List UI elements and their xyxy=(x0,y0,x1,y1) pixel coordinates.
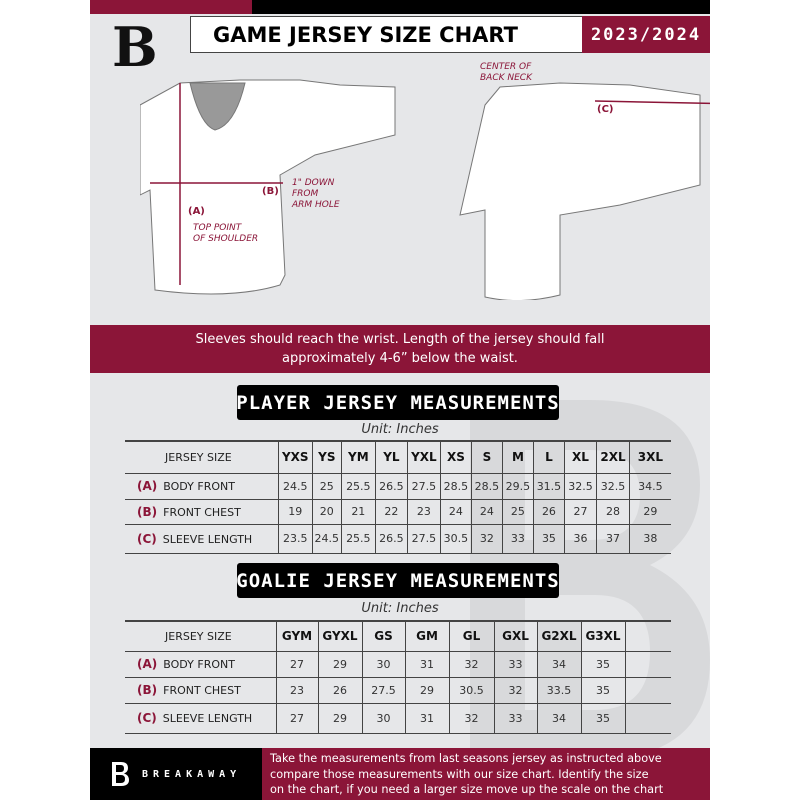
size-header: YXL xyxy=(408,441,441,473)
table-cell: 32 xyxy=(494,677,537,703)
player-size-table xyxy=(125,440,671,554)
table-cell: 24.5 xyxy=(279,473,313,499)
measurement-label: (A) BODY FRONT xyxy=(125,473,279,499)
table-cell: 38 xyxy=(629,524,671,553)
size-header: GYXL xyxy=(318,621,362,651)
table-cell: 31 xyxy=(405,651,449,677)
table-cell: 33 xyxy=(494,651,537,677)
table-cell: 26.5 xyxy=(375,524,408,553)
table-cell: 30 xyxy=(362,651,405,677)
goalie-unit: Unit: Inches xyxy=(361,601,439,616)
measurement-label: (B) FRONT CHEST xyxy=(125,499,279,524)
size-header: XL xyxy=(564,441,597,473)
table-cell xyxy=(625,703,671,733)
table-cell: 35 xyxy=(581,677,625,703)
table-cell xyxy=(625,677,671,703)
table-cell: 20 xyxy=(312,499,341,524)
measurement-label: (B) FRONT CHEST xyxy=(125,677,276,703)
table-cell: 34 xyxy=(537,703,581,733)
size-header: M xyxy=(502,441,534,473)
table-cell: 28.5 xyxy=(440,473,472,499)
footer-brand xyxy=(90,748,262,800)
table-cell: 35 xyxy=(581,651,625,677)
size-header: YXS xyxy=(279,441,313,473)
table-cell: 27 xyxy=(276,703,318,733)
table-cell: 21 xyxy=(342,499,376,524)
table-cell: 33 xyxy=(502,524,534,553)
marker-a: (A) xyxy=(188,206,205,217)
goalie-section-title: GOALIE JERSEY MEASUREMENTS xyxy=(237,563,559,598)
marker-b: (B) xyxy=(262,186,279,197)
table-row xyxy=(125,651,671,677)
top-bar-accent xyxy=(90,0,252,14)
table-cell: 32 xyxy=(449,651,494,677)
size-header: GS xyxy=(362,621,405,651)
table-cell: 19 xyxy=(279,499,313,524)
back-jersey xyxy=(460,83,700,300)
table-row xyxy=(125,473,671,499)
size-header: GM xyxy=(405,621,449,651)
size-header xyxy=(625,621,671,651)
table-cell: 34.5 xyxy=(629,473,671,499)
table-cell: 32.5 xyxy=(564,473,597,499)
table-cell: 31 xyxy=(405,703,449,733)
table-cell: 25.5 xyxy=(342,524,376,553)
table-row xyxy=(125,677,671,703)
table-cell: 23 xyxy=(408,499,441,524)
size-header: GYM xyxy=(276,621,318,651)
table-cell: 22 xyxy=(375,499,408,524)
player-section-title: PLAYER JERSEY MEASUREMENTS xyxy=(237,385,559,420)
size-header: YL xyxy=(375,441,408,473)
size-header: YS xyxy=(312,441,341,473)
size-header: YM xyxy=(342,441,376,473)
table-cell: 29 xyxy=(318,703,362,733)
marker-c: (C) xyxy=(597,104,614,115)
measurement-label: (C) SLEEVE LENGTH xyxy=(125,524,279,553)
table-cell: 32 xyxy=(472,524,503,553)
top-bar-dark xyxy=(252,0,710,14)
table-cell: 23 xyxy=(276,677,318,703)
table-cell: 25 xyxy=(312,473,341,499)
size-header: S xyxy=(472,441,503,473)
table-cell: 28 xyxy=(597,499,630,524)
table-cell: 29 xyxy=(318,651,362,677)
brand-name: BREAKAWAY xyxy=(142,768,242,780)
table-row xyxy=(125,524,671,553)
table-cell: 24 xyxy=(472,499,503,524)
table-cell: 29 xyxy=(405,677,449,703)
size-chart-page xyxy=(90,0,710,800)
table-cell: 24.5 xyxy=(312,524,341,553)
size-label: JERSEY SIZE xyxy=(125,441,279,473)
size-header: L xyxy=(534,441,565,473)
table-header-row xyxy=(125,441,671,473)
shoulder-note: TOP POINT OF SHOULDER xyxy=(193,223,259,244)
size-label: JERSEY SIZE xyxy=(125,621,276,651)
size-header: 3XL xyxy=(629,441,671,473)
table-cell: 35 xyxy=(534,524,565,553)
table-cell: 36 xyxy=(564,524,597,553)
table-cell: 30.5 xyxy=(440,524,472,553)
footer-logo-icon xyxy=(110,761,130,787)
table-cell: 35 xyxy=(581,703,625,733)
table-cell: 25 xyxy=(502,499,534,524)
page-title: GAME JERSEY SIZE CHART xyxy=(190,16,583,53)
table-cell: 27.5 xyxy=(408,473,441,499)
table-cell: 31.5 xyxy=(534,473,565,499)
size-header: GL xyxy=(449,621,494,651)
center-back-neck-label: CENTER OF BACK NECK xyxy=(480,62,532,83)
fit-notice: Sleeves should reach the wrist. Length of the jersey should fall approximately 4-6” below the waist. xyxy=(90,325,710,373)
goalie-size-table xyxy=(125,620,671,734)
table-cell: 33 xyxy=(494,703,537,733)
jersey-diagram xyxy=(140,75,710,300)
table-cell: 29.5 xyxy=(502,473,534,499)
size-header: G2XL xyxy=(537,621,581,651)
brand-logo: B xyxy=(112,15,158,79)
table-cell: 27.5 xyxy=(408,524,441,553)
table-cell: 34 xyxy=(537,651,581,677)
season-badge: 2023/2024 xyxy=(582,16,710,53)
size-header: XS xyxy=(440,441,472,473)
table-cell: 27 xyxy=(564,499,597,524)
table-cell: 25.5 xyxy=(342,473,376,499)
arm-hole-note: 1" DOWN FROM ARM HOLE xyxy=(292,178,340,210)
table-cell xyxy=(625,651,671,677)
measurement-label: (A) BODY FRONT xyxy=(125,651,276,677)
table-cell: 26.5 xyxy=(375,473,408,499)
table-cell: 23.5 xyxy=(279,524,313,553)
size-header: G3XL xyxy=(581,621,625,651)
table-cell: 28.5 xyxy=(472,473,503,499)
measurement-label: (C) SLEEVE LENGTH xyxy=(125,703,276,733)
table-header-row xyxy=(125,621,671,651)
table-cell: 30 xyxy=(362,703,405,733)
table-cell: 29 xyxy=(629,499,671,524)
table-cell: 26 xyxy=(318,677,362,703)
table-cell: 24 xyxy=(440,499,472,524)
table-cell: 27.5 xyxy=(362,677,405,703)
size-header: GXL xyxy=(494,621,537,651)
size-header: 2XL xyxy=(597,441,630,473)
table-cell: 32.5 xyxy=(597,473,630,499)
table-cell: 37 xyxy=(597,524,630,553)
footer-instructions: Take the measurements from last seasons jersey as instructed above compare those measurements with our size chart. Identify the size on the chart, if you need a larger size move up the scale on the chart xyxy=(262,748,710,800)
table-cell: 30.5 xyxy=(449,677,494,703)
player-unit: Unit: Inches xyxy=(361,422,439,437)
table-cell: 27 xyxy=(276,651,318,677)
table-cell: 32 xyxy=(449,703,494,733)
table-cell: 33.5 xyxy=(537,677,581,703)
table-cell: 26 xyxy=(534,499,565,524)
table-row xyxy=(125,499,671,524)
table-row xyxy=(125,703,671,733)
